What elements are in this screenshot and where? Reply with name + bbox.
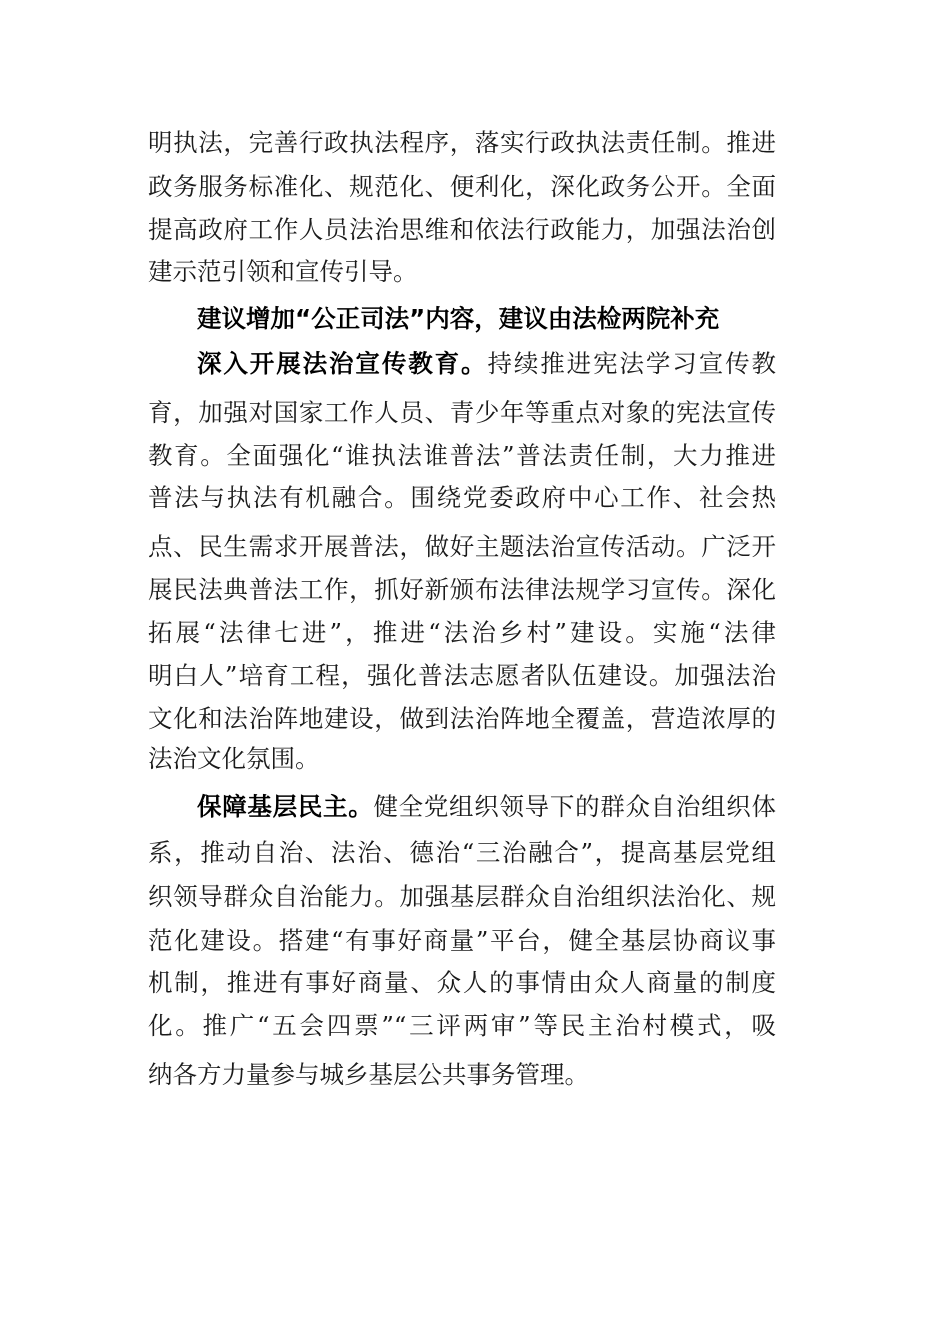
paragraph-line: 展民法典普法工作，抓好新颁布法律法规学习宣传。深化 [148,575,776,604]
paragraph-line: 系，推动自治、法治、德治“三治融合”，提高基层党组 [148,838,776,867]
paragraph-line: 提高政府工作人员法治思维和依法行政能力，加强法治创 [148,215,776,244]
paragraph-lead: 保障基层民主。 [197,792,374,821]
paragraph-line: 范化建设。搭建“有事好商量”平台，健全基层协商议事 [148,926,776,955]
paragraph-line: 建示范引领和宣传引导。 [148,257,418,286]
paragraph-first-line [197,347,776,381]
paragraph-line: 教育。全面强化“谁执法谁普法”普法责任制，大力推进 [148,441,776,470]
paragraph-text: 持续推进宪法学习宣传教 [487,349,776,378]
paragraph-line: 明白人”培育工程，强化普法志愿者队伍建设。加强法治 [148,661,776,690]
paragraph-line: 织领导群众自治能力。加强基层群众自治组织法治化、规 [148,882,776,911]
paragraph-line: 文化和法治阵地建设，做到法治阵地全覆盖，营造浓厚的 [148,704,776,733]
paragraph-line: 政务服务标准化、规范化、便利化，深化政务公开。全面 [148,172,776,201]
paragraph-line: 纳各方力量参与城乡基层公共事务管理。 [148,1060,589,1089]
paragraph-text: 健全党组织领导下的群众自治组织体 [373,792,777,821]
paragraph-line: 法治文化氛围。 [148,744,320,773]
paragraph-line: 普法与执法有机融合。围绕党委政府中心工作、社会热 [148,483,776,512]
editor-note: 建议增加“公正司法”内容，建议由法检两院补充 [197,304,720,333]
paragraph-lead: 深入开展法治宣传教育。 [197,349,488,378]
paragraph-line: 育，加强对国家工作人员、青少年等重点对象的宪法宣传 [148,398,776,427]
paragraph-line: 机制，推进有事好商量、众人的事情由众人商量的制度 [148,968,776,997]
paragraph-line: 点、民生需求开展普法，做好主题法治宣传活动。广泛开 [148,532,776,561]
paragraph-first-line [197,790,776,824]
paragraph-line: 明执法，完善行政执法程序，落实行政执法责任制。推进 [148,128,776,157]
paragraph-line: 化。推广“五会四票”“三评两审”等民主治村模式，吸 [148,1011,776,1040]
paragraph-line: 拓展“法律七进”，推进“法治乡村”建设。实施“法律 [148,618,776,647]
